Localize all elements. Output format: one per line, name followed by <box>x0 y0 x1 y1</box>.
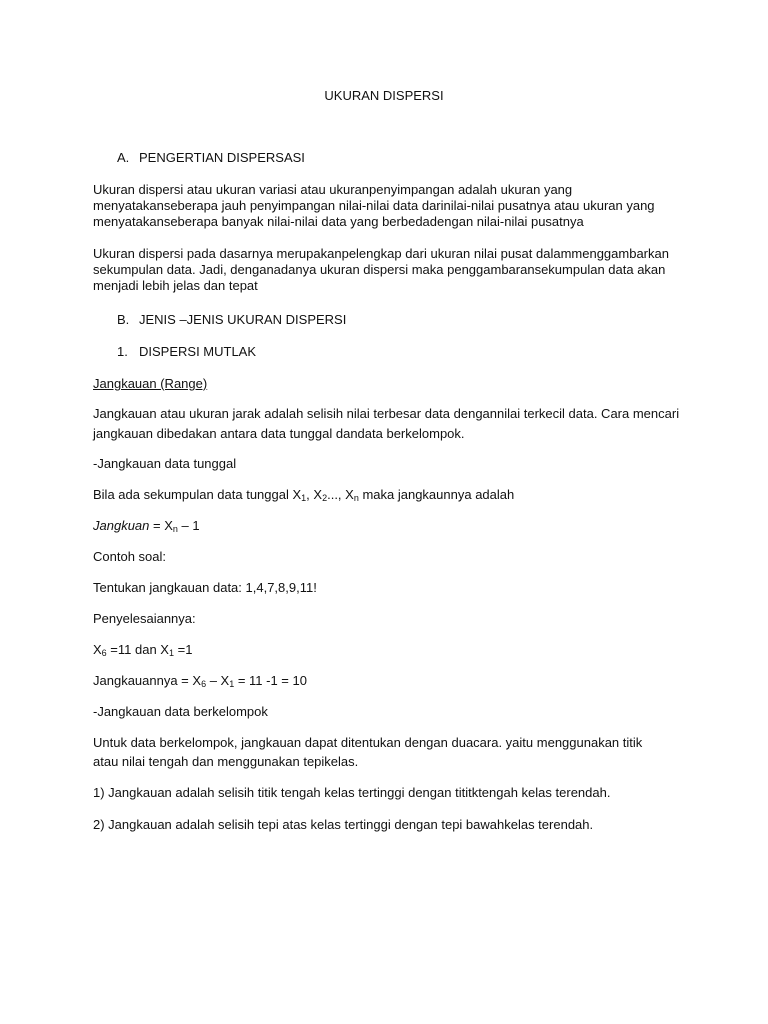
example-question: Tentukan jangkauan data: 1,4,7,8,9,11! <box>93 580 317 595</box>
paragraph-2-line-2: sekumpulan data. Jadi, denganadanya ukuran dispersi maka penggambaransekumpulan data akan <box>93 262 666 277</box>
paragraph-1-line-2: menyatakanseberapa jauh penyimpangan nilai-nilai data darinilai-nilai pusatnya atau ukuran yang <box>93 198 655 213</box>
paragraph-2-line-1: Ukuran dispersi pada dasarnya merupakanpelengkap dari ukuran nilai pusat dalammenggambarkan <box>93 246 669 261</box>
section-b-heading: JENIS –JENIS UKURAN DISPERSI <box>139 312 347 327</box>
list-item-1: 1) Jangkauan adalah selisih titik tengah kelas tertinggi dengan tititktengah kelas terendah. <box>93 785 611 800</box>
grouped-data-heading: -Jangkauan data berkelompok <box>93 704 268 719</box>
paragraph-3-line-2: jangkauan dibedakan antara data tunggal dandata berkelompok. <box>93 426 465 441</box>
paragraph-1-line-3: menyatakanseberapa banyak nilai-nilai data yang berbedadengan nilai-nilai pusatnya <box>93 214 584 229</box>
example-label: Contoh soal: <box>93 549 166 564</box>
solution-line-2: Jangkauannya = $X_6 - X_1 = 11$ -1 = 10 <box>93 673 307 689</box>
range-formula: Jangkuan = $X_n - 1$ <box>93 518 200 534</box>
section-a-heading: PENGERTIAN DISPERSASI <box>139 150 305 165</box>
single-data-heading: -Jangkauan data tunggal <box>93 456 237 471</box>
paragraph-4-line-2: atau nilai tengah dan menggunakan tepikelas. <box>93 754 359 769</box>
range-heading: Jangkauan (Range) <box>93 376 208 391</box>
section-b-marker: B. <box>117 312 130 327</box>
document-title: UKURAN DISPERSI <box>324 88 444 103</box>
single-data-intro: Bila ada sekumpulan data tunggal $X_1$, $X_2$..., $X_n$ maka jangkaunnya adalah <box>93 487 515 503</box>
list-item-2: 2) Jangkauan adalah selisih tepi atas kelas tertinggi dengan tepi bawahkelas terendah. <box>93 817 594 832</box>
paragraph-4-line-1: Untuk data berkelompok, jangkauan dapat ditentukan dengan duacara. yaitu menggunakan titik <box>93 735 643 750</box>
section-1-heading: DISPERSI MUTLAK <box>139 344 257 359</box>
section-1-marker: 1. <box>117 344 128 359</box>
solution-line-1: $X_6 =11$ dan $X_1 =1$ <box>93 642 193 658</box>
paragraph-1-line-1: Ukuran dispersi atau ukuran variasi atau ukuranpenyimpangan adalah ukuran yang <box>93 182 573 197</box>
section-a-marker: A. <box>117 150 130 165</box>
paragraph-2-line-3: menjadi lebih jelas dan tepat <box>93 278 258 293</box>
paragraph-3-line-1: Jangkauan atau ukuran jarak adalah selisih nilai terbesar data dengannilai terkecil data. Cara mencari <box>93 406 680 421</box>
solution-label: Penyelesaiannya: <box>93 611 196 626</box>
